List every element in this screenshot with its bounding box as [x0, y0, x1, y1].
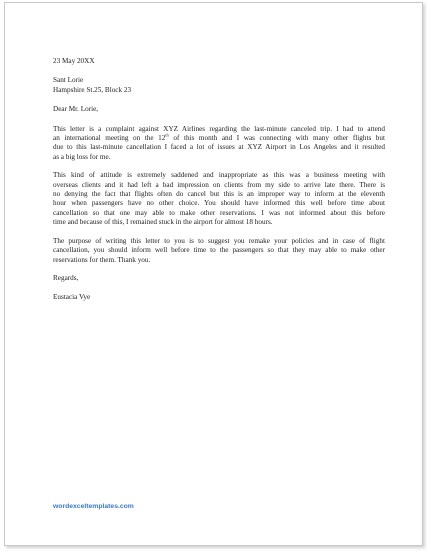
paragraph-2-line: time and because of this, I remained stuck in the airport for almost 18 hours. [53, 218, 273, 227]
paragraph-1 [53, 125, 385, 163]
paragraph-1-text: an international meeting on the 12 [53, 134, 166, 143]
paragraph-2-line: overseas clients and it had left a bad impression on clients from my side to arrive late there. There is [53, 180, 385, 189]
paragraph-1-text: of this month and I was connecting with many other flights but [168, 134, 385, 143]
letter-page [4, 2, 423, 546]
letter-date: 23 May 20XX [53, 57, 95, 65]
closing: Regards, [53, 273, 79, 282]
paragraph-3-line: reservations for them. Thank you. [53, 255, 151, 264]
letter-body [53, 57, 385, 303]
footer-watermark-link[interactable]: wordexceltemplates.com [53, 503, 134, 510]
signature-name: Eustacia Vye [53, 293, 91, 302]
paragraph-2-line: hour when passengers have no other choice. You should have informed this well before time about [53, 199, 385, 208]
salutation: Dear Mr. Lorie, [53, 105, 99, 114]
paragraph-3 [53, 237, 385, 265]
recipient-name: Sant Lorie [53, 76, 84, 85]
paragraph-2-line: no denying the fact that flights often do cancel but this is an improper way to inform at the eleventh [53, 190, 385, 199]
paragraph-3-line: cancellation, you should inform well before time to the passengers so that they may able to make other [53, 246, 385, 255]
paragraph-3-line: The purpose of writing this letter to you is to suggest you remake your policies and in case of flight [53, 236, 385, 245]
paragraph-1-line: as a big loss for me. [53, 152, 111, 161]
paragraph-1-line [53, 134, 385, 143]
paragraph-2-line: This kind of attitude is extremely saddened and inappropriate as this was a business meeting with [53, 171, 385, 180]
recipient-address: Hampshire St.25, Block 23 [53, 85, 132, 94]
paragraph-1-line: due to this last-minute cancellation I faced a lot of issues at XYZ Airport in Los Angeles and it resulted [53, 143, 385, 152]
ordinal-suffix: th [165, 132, 169, 138]
paragraph-2 [53, 171, 385, 227]
paragraph-2-line: cancellation so that one may able to make other reservations. I was not informed about this before [53, 208, 385, 217]
paragraph-1-line: This letter is a complaint against XYZ Airlines regarding the last-minute canceled trip. I had to attend [53, 124, 385, 133]
